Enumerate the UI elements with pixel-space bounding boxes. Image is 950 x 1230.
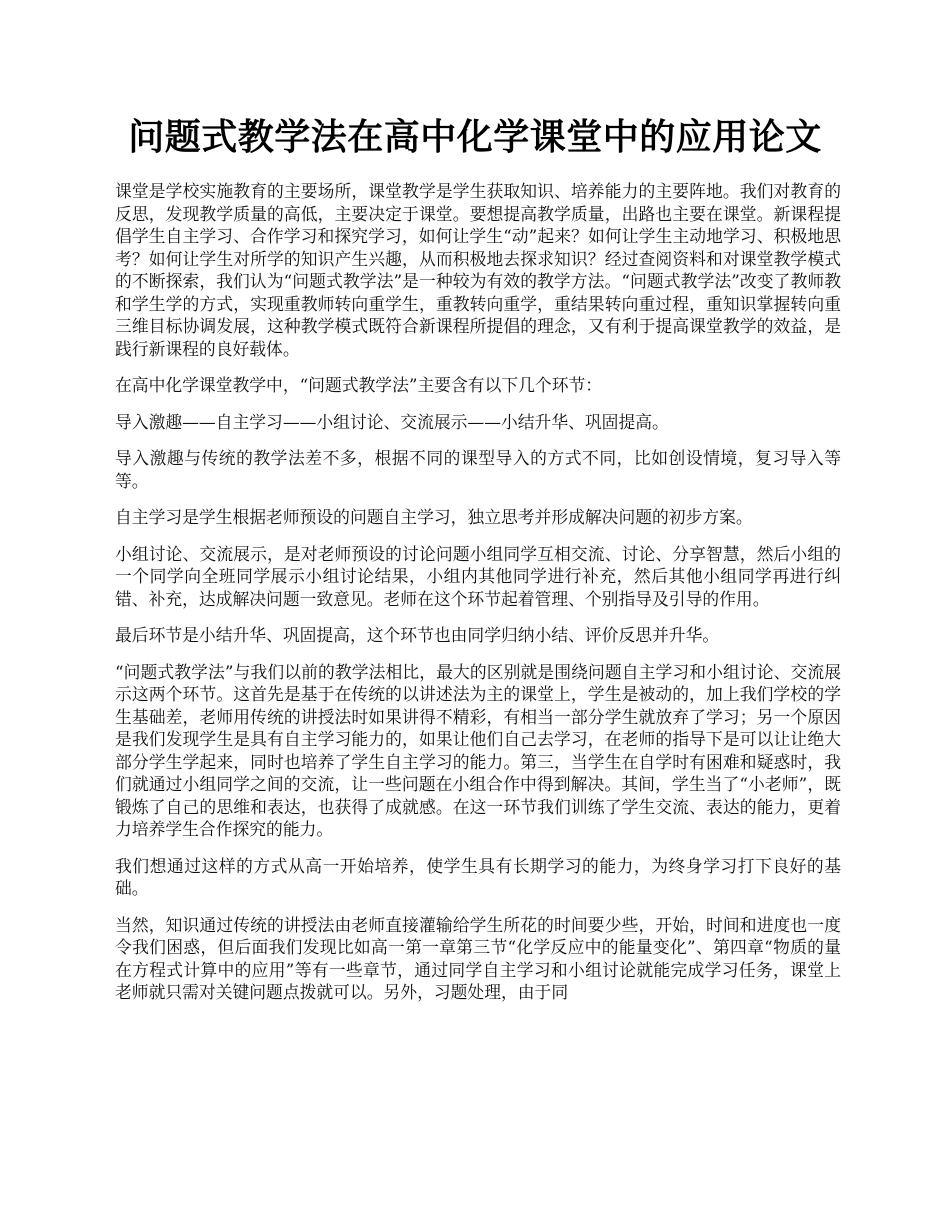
page-title: 问题式教学法在高中化学课堂中的应用论文 [128, 116, 822, 158]
paragraph-step-three: 小组讨论、交流展示，是对老师预设的讨论问题小组同学互相交流、讨论、分享智慧，然后小组的一个同学向全班同学展示小组讨论结果，小组内其他同学进行补充，然后其他小组同学再进行纠错、补充，达成解决问题一致意见。老师在这个环节起着管理、个别指导及引导的作用。 [115, 543, 841, 609]
paragraph-goal: 我们想通过这样的方式从高一开始培养，使学生具有长期学习的能力，为终身学习打下良好的基础。 [115, 855, 841, 898]
paragraph-comparison: “问题式教学法”与我们以前的教学法相比，最大的区别就是围绕问题自主学习和小组讨论、交流展示这两个环节。这首先是基于在传统的以讲述法为主的课堂上，学生是被动的，加上我们学校的学生基础差，老师用传统的讲授法时如果讲得不精彩，有相当一部分学生就放弃了学习；另一个原因是我们发现学生是具有自主学习能力的，如果让他们自己去学习，在老师的指导下是可以让让绝大部分学生学起来，同时也培养了学生自主学习的能力。第三，当学生在自学时有困难和疑惑时，我们就通过小组同学之间的交流，让一些问题在小组合作中得到解决。其间，学生当了“小老师”，既锻炼了自己的思维和表达，也获得了成就感。在这一环节我们训练了学生交流、表达的能力，更着力培养学生合作探究的能力。 [115, 661, 841, 839]
paragraph-step-two: 自主学习是学生根据老师预设的问题自主学习，独立思考并形成解决问题的初步方案。 [115, 507, 753, 527]
paragraph-step-four: 最后环节是小结升华、巩固提高，这个环节也由同学归纳小结、评价反思并升华。 [115, 625, 720, 645]
paragraph-intro: 课堂是学校实施教育的主要场所，课堂教学是学生获取知识、培养能力的主要阵地。我们对教育的反思，发现教学质量的高低，主要决定于课堂。要想提高教学质量，出路也主要在课堂。新课程提倡学生自主学习、合作学习和探究学习，如何让学生“动”起来？如何让学生主动地学习、积极地思考？如何让学生对所学的知识产生兴趣，从而积极地去探求知识？经过查阅资料和对课堂教学模式的不断探索，我们认为“问题式教学法”是一种较为有效的教学方法。“问题式教学法”改变了教师教和学生学的方式，实现重教师转向重学生，重教转向重学，重结果转向重过程，重知识掌握转向重三维目标协调发展，这种教学模式既符合新课程所提倡的理念，又有利于提高课堂教学的效益，是践行新课程的良好载体。 [115, 181, 841, 359]
paragraph-time: 当然，知识通过传统的讲授法由老师直接灌输给学生所花的时间要少些，开始，时间和进度也一度令我们困惑，但后面我们发现比如高一第一章第三节“化学反应中的能量变化”、第四章“物质的量在方程式计算中的应用”等有一些章节，通过同学自主学习和小组讨论就能完成学习任务，课堂上老师就只需对关键问题点拨就可以。另外，习题处理，由于同 [115, 914, 841, 1002]
paragraph-steps-intro: 在高中化学课堂教学中，“问题式教学法”主要含有以下几个环节： [115, 375, 603, 395]
document-body [115, 180, 841, 1018]
paragraph-steps: 导入激趣——自主学习——小组讨论、交流展示——小结升华、巩固提高。 [115, 411, 669, 432]
paragraph-step-one: 导入激趣与传统的教学法差不多，根据不同的课型导入的方式不同，比如创设情境，复习导入等等。 [115, 448, 841, 491]
